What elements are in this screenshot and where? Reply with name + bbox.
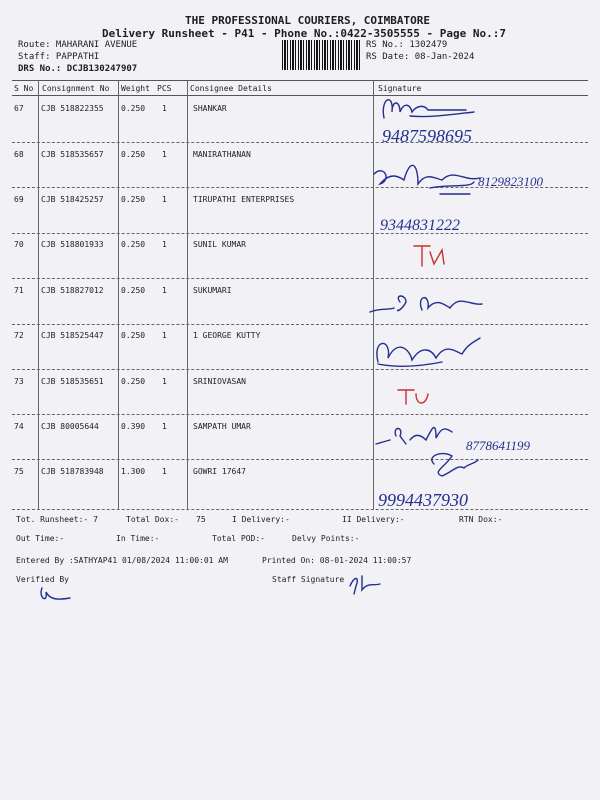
table-top-rule (12, 80, 588, 81)
handwritten-phone-68: 8129823100 (478, 174, 543, 189)
row-consignee: SRINIOVASAN (193, 377, 246, 386)
total-dox-label: Total Dox:- (126, 515, 179, 524)
row-consignment: CJB 518425257 (41, 195, 104, 204)
row-sno: 67 (14, 104, 24, 113)
row-sno: 72 (14, 331, 24, 340)
row-consignment: CJB 518783948 (41, 467, 104, 476)
entered-by: Entered By :SATHYAP41 01/08/2024 11:00:01 AM (16, 556, 228, 565)
col-pcs: PCS (157, 84, 172, 93)
route: Route: MAHARANI AVENUE (18, 40, 138, 50)
row-pcs: 1 (162, 150, 167, 159)
col-consignment: Consignment No (42, 84, 110, 93)
staff-signature-label: Staff Signature (272, 575, 345, 584)
drs-number: DRS No.: DCJB130247907 (18, 64, 138, 74)
barcode (282, 40, 362, 70)
row-weight: 0.250 (121, 104, 146, 113)
row-pcs: 1 (162, 240, 167, 249)
row-consignee: MANIRATHANAN (193, 150, 251, 159)
row-pcs: 1 (162, 377, 167, 386)
row-divider (12, 509, 588, 510)
row-weight: 0.250 (121, 240, 146, 249)
tot-runsheet: Tot. Runsheet:- 7 (16, 515, 98, 524)
verifier-signature (36, 584, 76, 608)
col-weight: Weight (121, 84, 150, 93)
row-pcs: 1 (162, 104, 167, 113)
row-consignment: CJB 518822355 (41, 104, 104, 113)
row-consignee: SAMPATH UMAR (193, 422, 251, 431)
col-rule (118, 80, 119, 510)
total-pod: Total POD:- (212, 534, 265, 543)
i-delivery: I Delivery:- (232, 515, 290, 524)
row-consignment: CJB 518801933 (41, 240, 104, 249)
row-consignment: CJB 518535657 (41, 150, 104, 159)
handwritten-phone-69: 9344831222 (380, 217, 460, 234)
runsheet-title: Delivery Runsheet - P41 - Phone No.:0422-3505555 - Page No.:7 (102, 27, 506, 40)
rs-number: RS No.: 1302479 (366, 40, 448, 50)
row-consignee: SUKUMARI (193, 286, 232, 295)
row-weight: 0.250 (121, 150, 146, 159)
signature-scribbles (370, 88, 590, 508)
in-time: In Time:- (116, 534, 160, 543)
row-weight: 0.250 (121, 286, 146, 295)
delvy-points: Delvy Points:- (292, 534, 360, 543)
company-title: THE PROFESSIONAL COURIERS, COIMBATORE (185, 14, 431, 27)
row-consignee: 1 GEORGE KUTTY (193, 331, 261, 340)
handwritten-phone-67: 9487598695 (382, 126, 472, 146)
row-consignee: GOWRI 17647 (193, 467, 246, 476)
total-dox-value: 75 (196, 515, 206, 524)
col-consignee: Consignee Details (190, 84, 272, 93)
col-rule (38, 80, 39, 510)
verified-by: Verified By (16, 575, 69, 584)
staff-signature (346, 572, 386, 596)
row-consignee: SHANKAR (193, 104, 227, 113)
col-signature: Signature (378, 84, 422, 93)
row-consignee: TIRUPATHI ENTERPRISES (193, 195, 295, 204)
ii-delivery: II Delivery:- (342, 515, 405, 524)
row-weight: 0.250 (121, 195, 146, 204)
row-pcs: 1 (162, 286, 167, 295)
out-time: Out Time:- (16, 534, 65, 543)
printed-on: Printed On: 08-01-2024 11:00:57 (262, 556, 412, 565)
col-sno: S No (14, 84, 34, 93)
row-consignment: CJB 518535651 (41, 377, 104, 386)
row-consignment: CJB 518827012 (41, 286, 104, 295)
staff: Staff: PAPPATHI (18, 52, 100, 62)
row-pcs: 1 (162, 331, 167, 340)
row-weight: 1.300 (121, 467, 146, 476)
handwritten-phone-74: 8778641199 (466, 438, 531, 453)
handwritten-phone-75: 9994437930 (378, 490, 468, 510)
rtn-dox: RTN Dox:- (459, 515, 503, 524)
row-sno: 70 (14, 240, 24, 249)
row-pcs: 1 (162, 195, 167, 204)
row-pcs: 1 (162, 422, 167, 431)
row-weight: 0.250 (121, 377, 146, 386)
row-sno: 71 (14, 286, 24, 295)
col-rule (187, 80, 188, 510)
rs-date: RS Date: 08-Jan-2024 (366, 52, 475, 62)
row-sno: 68 (14, 150, 24, 159)
row-consignment: CJB 518525447 (41, 331, 104, 340)
row-consignment: CJB 80005644 (41, 422, 99, 431)
row-sno: 74 (14, 422, 24, 431)
row-weight: 0.250 (121, 331, 146, 340)
row-consignee: SUNIL KUMAR (193, 240, 246, 249)
row-pcs: 1 (162, 467, 167, 476)
row-sno: 69 (14, 195, 24, 204)
row-sno: 75 (14, 467, 24, 476)
row-sno: 73 (14, 377, 24, 386)
row-weight: 0.390 (121, 422, 146, 431)
